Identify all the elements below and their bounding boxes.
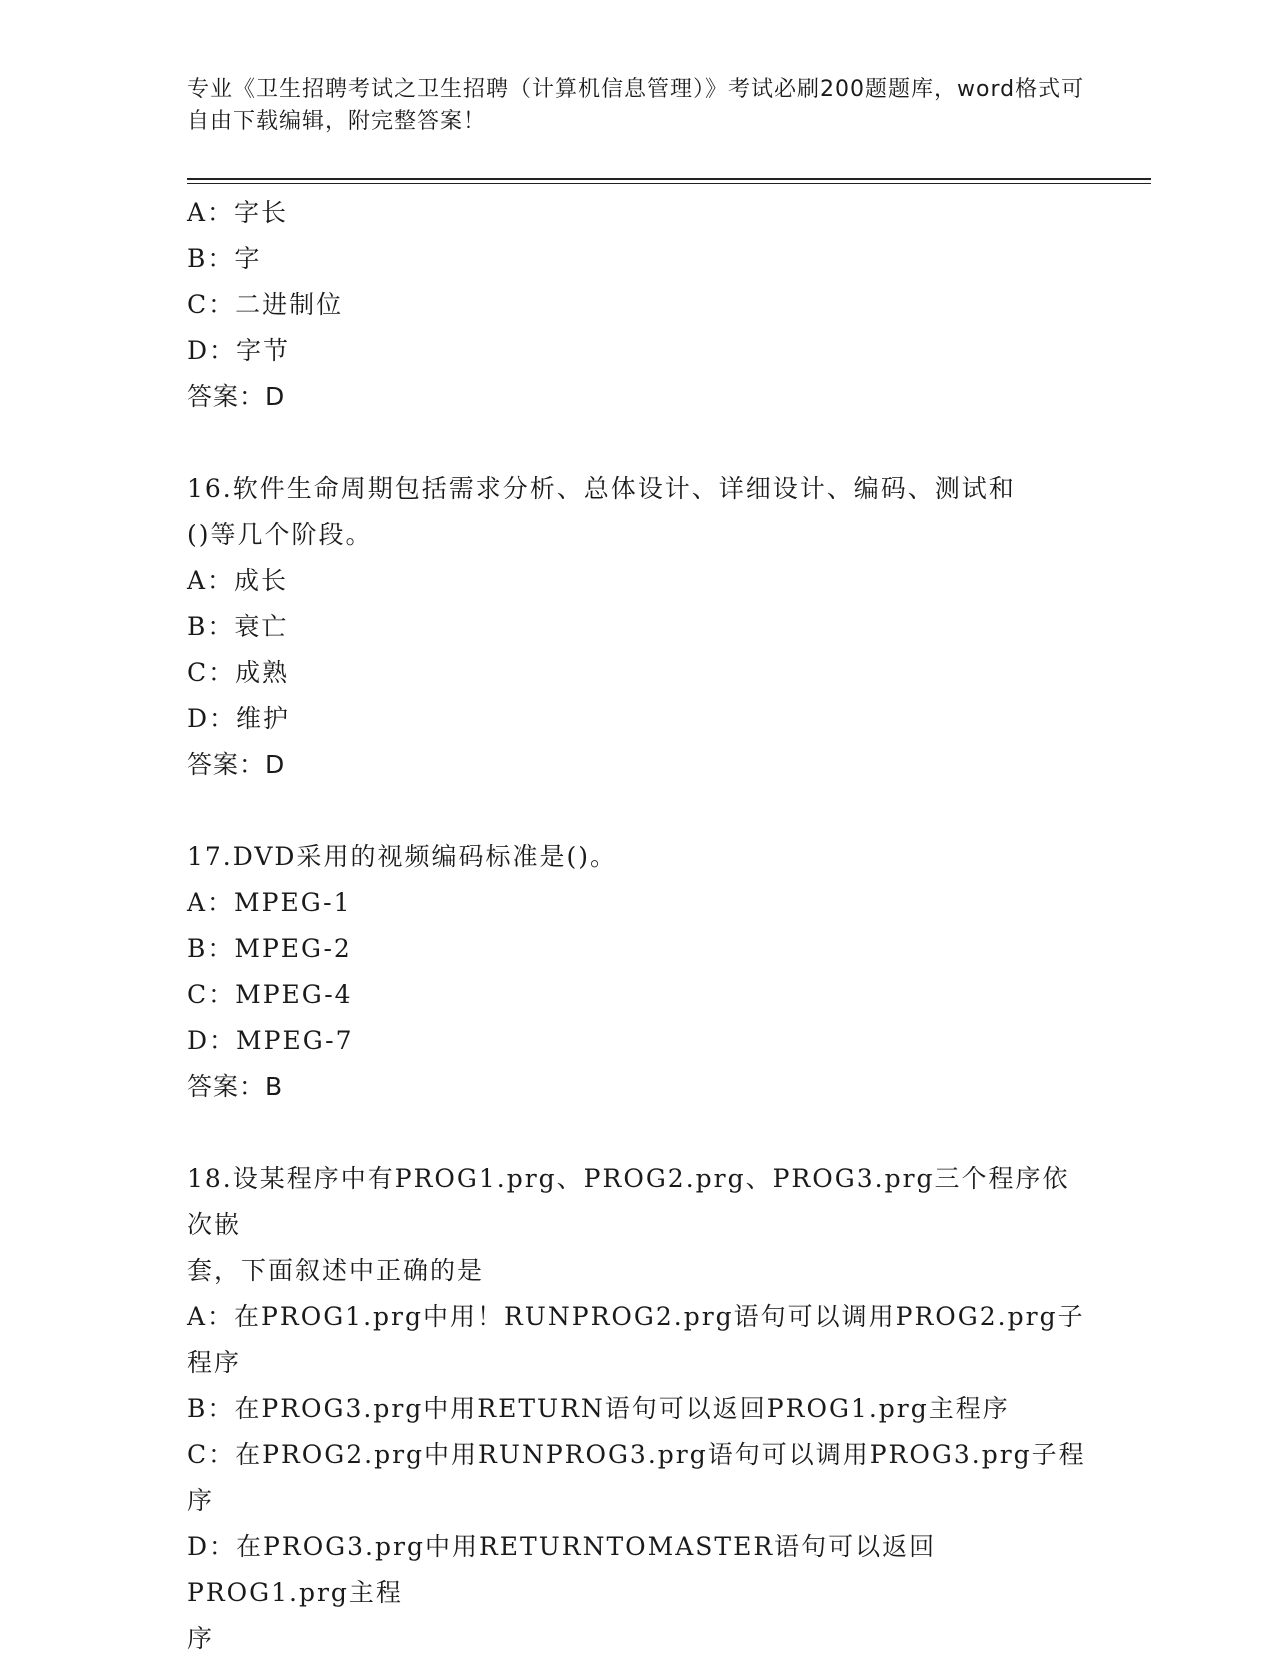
question-text-continued: 套，下面叙述中正确的是	[187, 1256, 485, 1285]
question-text: 18.设某程序中有PROG1.prg、PROG2.prg、PROG3.prg三个程序依次嵌	[187, 1164, 1070, 1239]
header-divider-thin	[187, 183, 1151, 184]
question-content	[187, 190, 1087, 1662]
document-header: 专业《卫生招聘考试之卫生招聘（计算机信息管理）》考试必刷200题题库，word格式可自由下载编辑，附完整答案！	[187, 77, 1085, 134]
header-divider-thick	[187, 178, 1151, 180]
option-b: B：衰亡	[187, 612, 289, 641]
option-d-continued: 序	[187, 1624, 215, 1653]
spacer	[187, 420, 1087, 466]
option-c: C：在PROG2.prg中用RUNPROG3.prg语句可以调用PROG3.prg子程序	[187, 1440, 1086, 1515]
option-c: C：二进制位	[187, 290, 344, 319]
option-a: A：字长	[187, 198, 289, 227]
option-c: C：MPEG-4	[187, 980, 353, 1009]
option-d: D：字节	[187, 336, 291, 365]
option-b: B：MPEG-2	[187, 934, 352, 963]
question-15	[187, 190, 1087, 420]
spacer	[187, 1110, 1087, 1156]
question-18	[187, 1156, 1087, 1662]
option-a: A：MPEG-1	[187, 888, 352, 917]
option-a: A：成长	[187, 566, 289, 595]
question-16	[187, 466, 1087, 788]
option-d: D：维护	[187, 704, 291, 733]
option-b: B：字	[187, 244, 262, 273]
answer: 答案：D	[187, 750, 286, 779]
answer: 答案：B	[187, 1072, 284, 1101]
question-text-continued: ()等几个阶段。	[187, 520, 373, 549]
option-c: C：成熟	[187, 658, 290, 687]
question-text: 17.DVD采用的视频编码标准是()。	[187, 842, 617, 871]
answer: 答案：D	[187, 382, 286, 411]
question-text: 16.软件生命周期包括需求分析、总体设计、详细设计、编码、测试和	[187, 474, 1016, 503]
option-d: D：MPEG-7	[187, 1026, 354, 1055]
option-d: D：在PROG3.prg中用RETURNTOMASTER语句可以返回PROG1.prg主程	[187, 1532, 937, 1607]
spacer	[187, 788, 1087, 834]
option-a: A：在PROG1.prg中用！RUNPROG2.prg语句可以调用PROG2.prg子程序	[187, 1302, 1085, 1377]
question-17	[187, 834, 1087, 1110]
option-b: B：在PROG3.prg中用RETURN语句可以返回PROG1.prg主程序	[187, 1394, 1010, 1423]
